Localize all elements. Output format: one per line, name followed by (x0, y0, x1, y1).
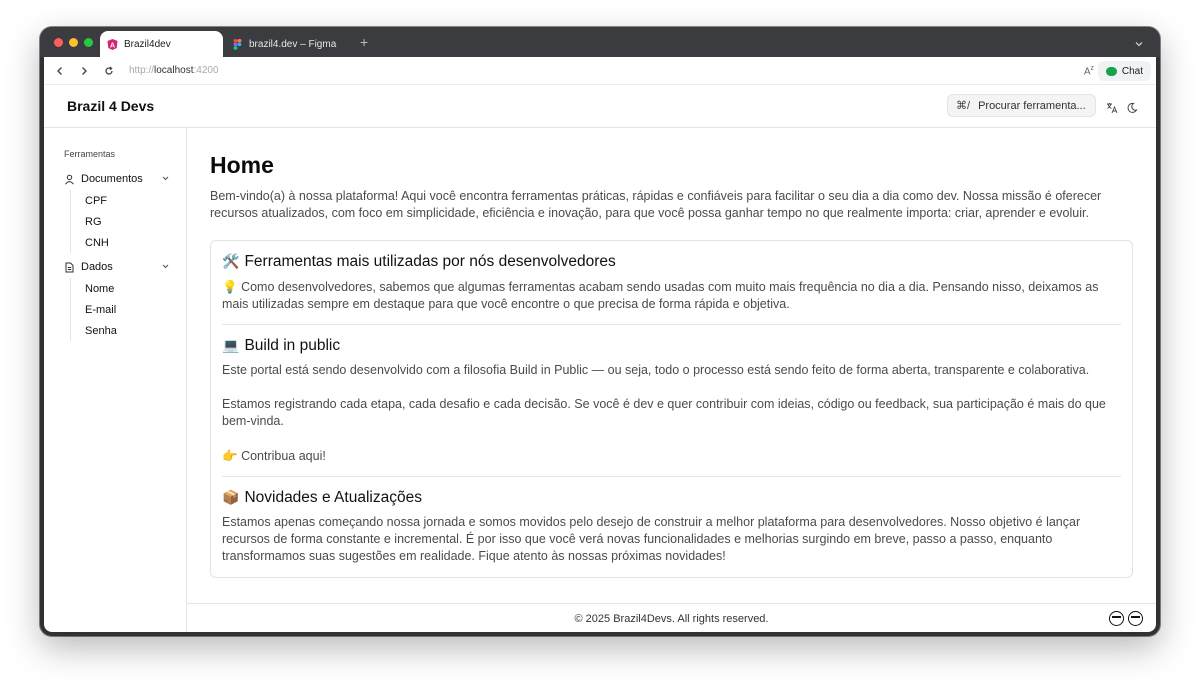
section-news-updates (222, 488, 1122, 565)
close-window-button[interactable] (54, 38, 63, 47)
site-header (44, 85, 1156, 128)
search-placeholder: Procurar ferramenta... (978, 99, 1086, 112)
search-tools-button[interactable] (947, 94, 1096, 117)
divider (222, 476, 1121, 477)
browser-window (40, 27, 1160, 636)
section-paragraph: 💡 Como desenvolvedores, sabemos que algumas ferramentas acabam sendo usadas com muito mais frequência no dia a dia. Pensando nisso, deixamos as mais utilizadas sempre em destaque para que você encontre o que precisa de forma rápida e objetiva. (222, 279, 1099, 311)
section-heading: 🛠️ Ferramentas mais utilizadas por nós desenvolvedores (222, 253, 616, 270)
maximize-window-button[interactable] (84, 38, 93, 47)
section-heading: 📦 Novidades e Atualizações (222, 489, 422, 506)
intro-paragraph: Bem-vindo(a) à nossa plataforma! Aqui você encontra ferramentas práticas, rápidas e confiáveis para facilitar o seu dia a dia como dev. Nossa missão é oferecer recursos atualizados, com foco em simplicidade, eficiência e inovação, para que você possa ganhar tempo no que realmente importa: criar, aprender e evoluir. (210, 189, 1102, 220)
chat-bubble-icon (1106, 67, 1117, 76)
tab-label: Brazil4dev (124, 38, 171, 50)
address-bar[interactable]: http://localhost:4200 (129, 65, 219, 76)
sidebar-group-documentos[interactable] (64, 169, 174, 189)
page-translate-icon[interactable]: $A^z$ (1083, 65, 1094, 78)
tab-list-chevron-icon[interactable] (1134, 36, 1144, 54)
translate-icon[interactable] (1106, 101, 1118, 113)
sidebar-title: Ferramentas (64, 149, 116, 159)
sidebar-subitems-dados (70, 278, 170, 341)
browser-toolbar (44, 57, 1156, 85)
info-card (210, 240, 1133, 578)
sidebar-group-label: Dados (81, 261, 113, 273)
minimize-window-button[interactable] (69, 38, 78, 47)
browser-titlebar (40, 27, 1160, 57)
section-paragraph: Estamos registrando cada etapa, cada desafio e cada decisão. Se você é dev e quer contribuir com ideias, código ou feedback, sua participação é mais do que bem-vinda. (222, 397, 1106, 428)
file-text-icon (64, 262, 75, 273)
figma-logo-icon (232, 39, 243, 50)
lightbulb-icon: 💡 (222, 279, 238, 294)
contributor-avatar-1[interactable] (1109, 611, 1124, 626)
angular-logo-icon (107, 39, 118, 50)
tab-label: brazil4.dev – Figma (249, 38, 337, 50)
sidebar-item-email[interactable]: E-mail (85, 303, 117, 316)
sidebar-item-nome[interactable]: Nome (85, 282, 115, 295)
sidebar-item-senha[interactable]: Senha (85, 324, 117, 337)
page-title: Home (210, 152, 274, 178)
reload-icon[interactable] (101, 63, 117, 79)
laptop-icon: 💻 (222, 338, 240, 354)
back-arrow-icon[interactable] (52, 63, 68, 79)
browser-tab-figma[interactable] (226, 31, 351, 57)
copyright-text: © 2025 Brazil4Devs. All rights reserved. (574, 613, 769, 625)
brand-logo-text[interactable]: Brazil 4 Devs (67, 98, 155, 114)
site-footer (187, 603, 1156, 632)
sidebar (44, 128, 187, 632)
chat-button[interactable]: Chat (1098, 61, 1151, 81)
sidebar-group-label: Documentos (81, 173, 143, 185)
new-tab-button[interactable]: + (360, 34, 369, 50)
web-page (44, 85, 1156, 632)
contributor-avatar-2[interactable] (1128, 611, 1143, 626)
contribute-link[interactable]: 👉 Contribua aqui! (222, 448, 326, 463)
main-content (187, 128, 1156, 603)
tools-icon: 🛠️ (222, 254, 240, 270)
sidebar-item-cnh[interactable]: CNH (85, 236, 109, 249)
section-paragraph: Estamos apenas começando nossa jornada e somos movidos pelo desejo de construir a melhor plataforma para desenvolvedores. Nosso objetivo é lançar recursos de forma constante e incremental. É por isso que você verá novas funcionalidades e melhorias surgindo em breve, passo a passo, enquanto transformamos suas sugestões em realidade. Fique atento às nossas próximas novidades! (222, 515, 1081, 563)
sidebar-subitems-documentos (70, 190, 170, 253)
browser-tab-brazil4dev[interactable] (100, 31, 223, 57)
user-icon (64, 174, 75, 185)
sidebar-item-cpf[interactable]: CPF (85, 194, 107, 207)
chevron-down-icon (161, 174, 170, 186)
pointing-hand-icon: 👉 (222, 448, 238, 463)
chevron-down-icon (161, 262, 170, 274)
sidebar-group-dados[interactable] (64, 257, 174, 277)
section-build-in-public (222, 336, 1122, 465)
shortcut-hint: ⌘/ (956, 100, 971, 112)
moon-icon[interactable] (1126, 101, 1138, 113)
forward-arrow-icon[interactable] (76, 63, 92, 79)
divider (222, 324, 1121, 325)
section-heading: 💻 Build in public (222, 337, 341, 354)
svg-text:A: A (109, 41, 116, 49)
section-popular-tools (222, 252, 1122, 313)
section-paragraph: Este portal está sendo desenvolvido com a filosofia Build in Public — ou seja, todo o processo está sendo feito de forma aberta, transparente e colaborativa. (222, 363, 1090, 377)
package-icon: 📦 (222, 490, 240, 506)
sidebar-item-rg[interactable]: RG (85, 215, 102, 228)
